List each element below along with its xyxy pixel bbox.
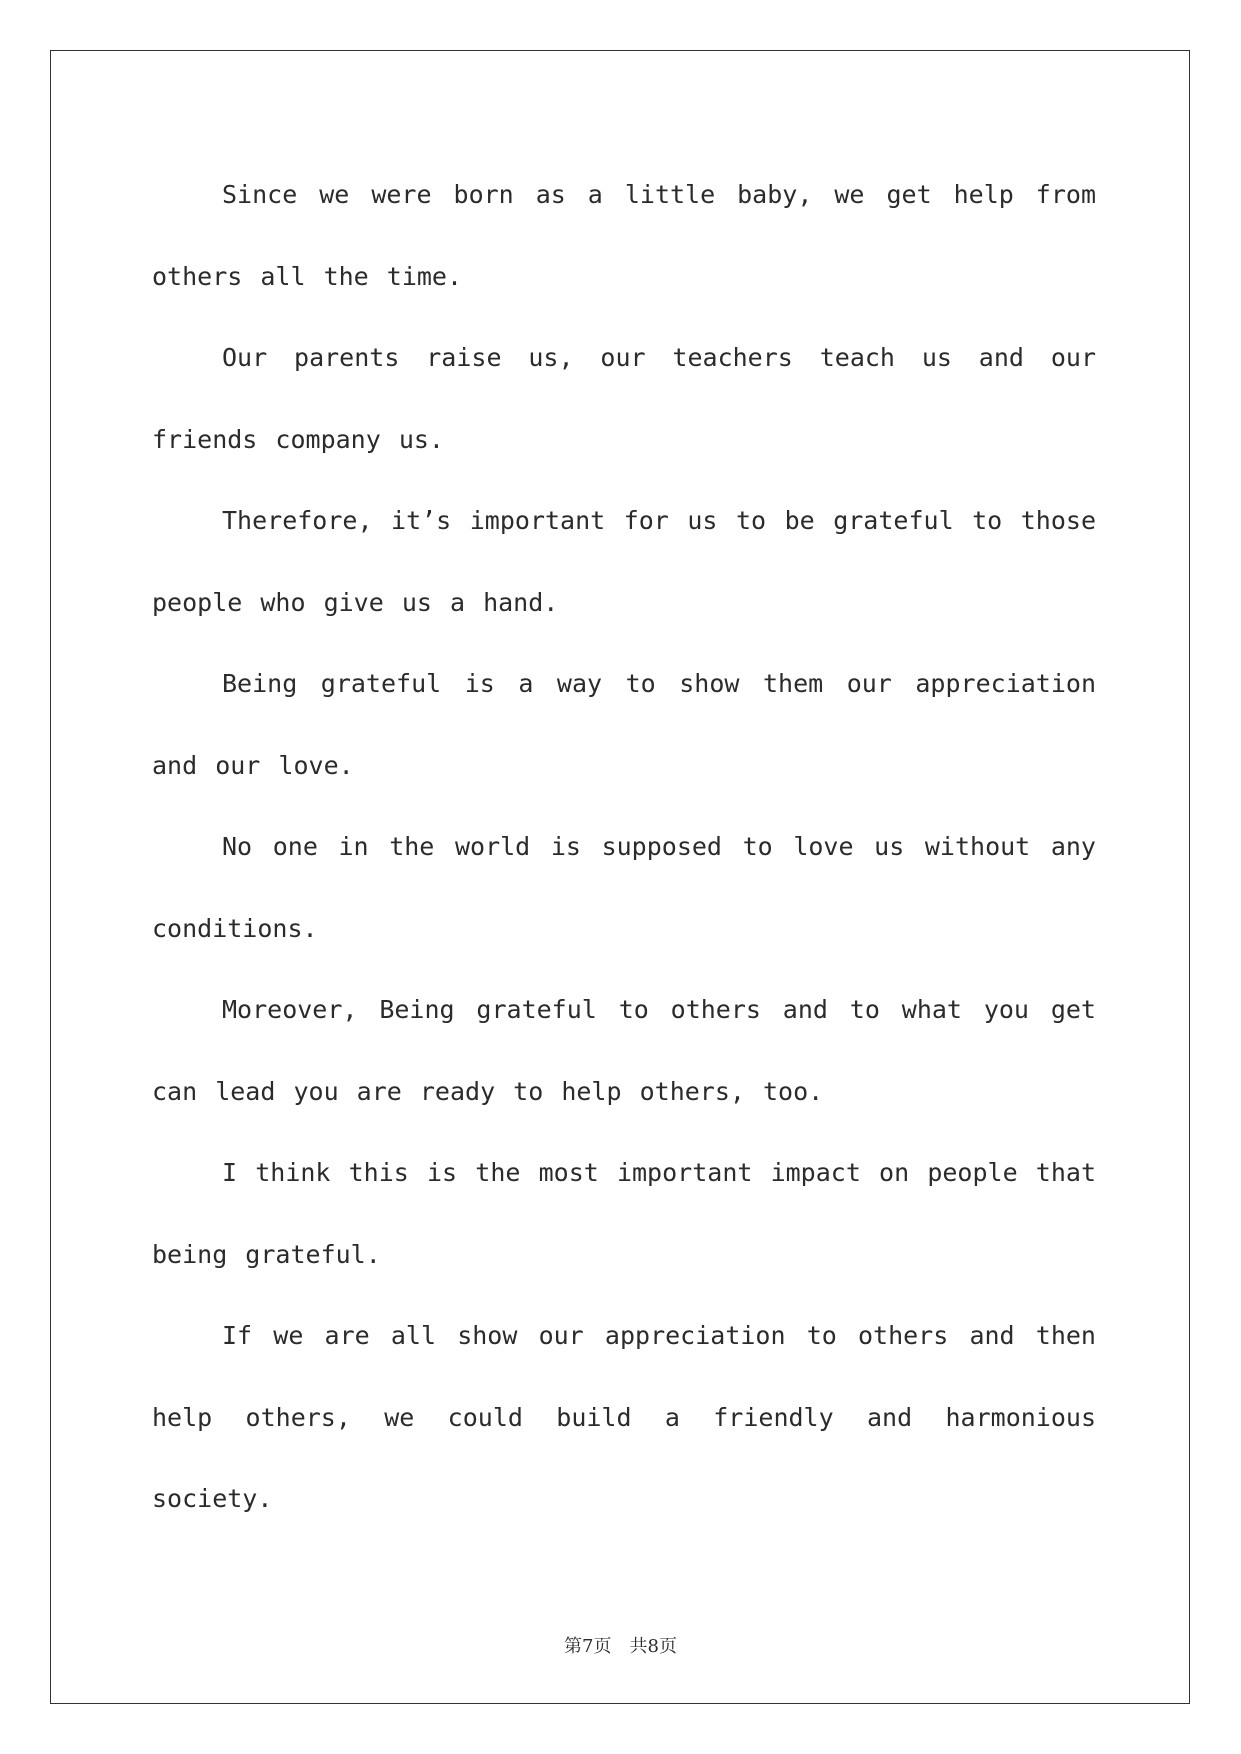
paragraph: No one in the world is supposed to love us without any conditions.: [152, 832, 1096, 943]
paragraph: Since we were born as a little baby, we get help from others all the time.: [152, 180, 1096, 291]
paragraph: Being grateful is a way to show them our appreciation and our love.: [152, 669, 1096, 780]
document-body: [152, 154, 1096, 1540]
paragraph: Therefore, it’s important for us to be grateful to those people who give us a hand.: [152, 506, 1096, 617]
paragraph: If we are all show our appreciation to others and then help others, we could build a friendly and harmonious society.: [152, 1321, 1096, 1513]
paragraph: Moreover, Being grateful to others and to what you get can lead you are ready to help others, too.: [152, 995, 1096, 1106]
page-number-footer: 第7页 共8页: [564, 1636, 677, 1657]
paragraph: Our parents raise us, our teachers teach us and our friends company us.: [152, 343, 1096, 454]
paragraph: I think this is the most important impact on people that being grateful.: [152, 1158, 1096, 1269]
